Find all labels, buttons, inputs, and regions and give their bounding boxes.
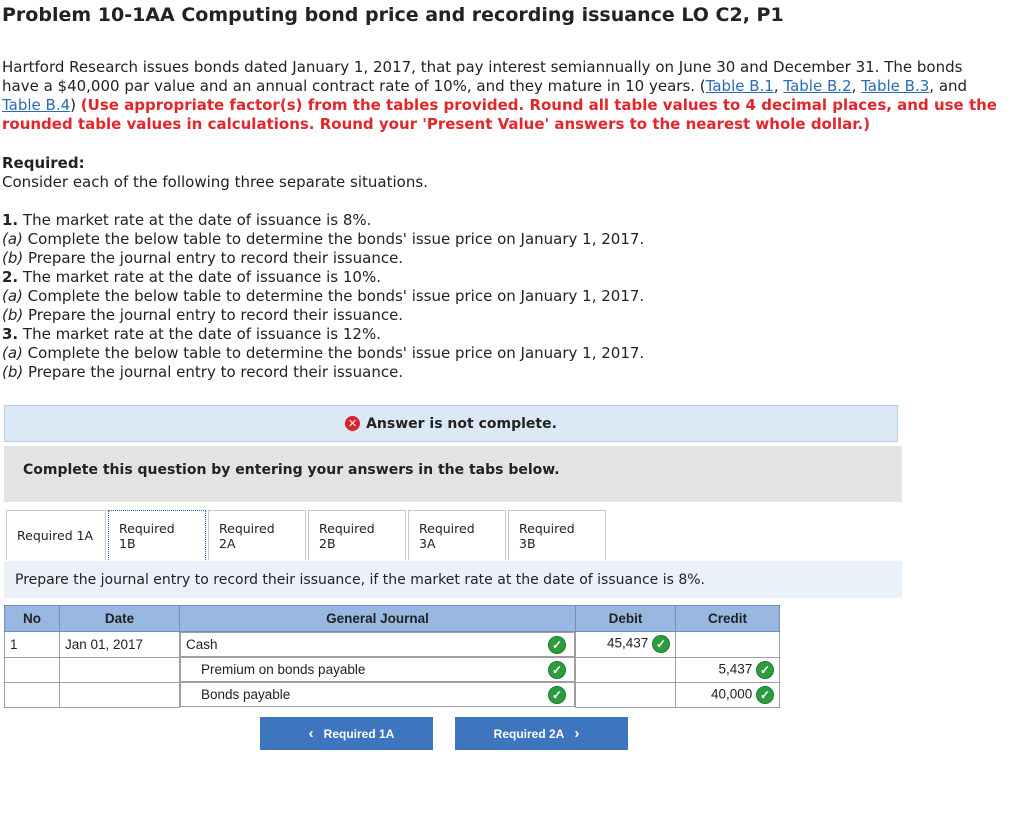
check-icon: ✓ [756, 686, 774, 704]
intro-sep: , [773, 77, 784, 95]
list-item: (a) Complete the below table to determine the bonds' issue price on January 1, 2017. [2, 287, 645, 305]
tab-required-2a[interactable]: Required 2A [208, 510, 306, 560]
next-button-label: Required 2A [493, 726, 565, 741]
table-row [5, 632, 780, 658]
account-cell[interactable] [180, 682, 575, 707]
list-item: (a) Complete the below table to determine the bonds' issue price on January 1, 2017. [2, 344, 645, 362]
table-b3-link[interactable]: Table B.3 [861, 77, 930, 95]
debit-cell[interactable] [576, 682, 676, 707]
account-cell[interactable] [180, 657, 575, 682]
list-item: (b) Prepare the journal entry to record their issuance. [2, 249, 404, 267]
header-general-journal: General Journal [180, 606, 576, 632]
list-item: 2. The market rate at the date of issuance is 10%. [2, 268, 381, 286]
answer-status-banner [4, 405, 898, 442]
table-header-row [5, 606, 780, 632]
prev-required-1a-button[interactable] [260, 717, 433, 750]
table-b2-link[interactable]: Table B.2 [783, 77, 852, 95]
date-cell[interactable]: Jan 01, 2017 [60, 632, 180, 658]
tab-required-1b[interactable]: Required 1B [108, 510, 206, 560]
header-date: Date [60, 606, 180, 632]
credit-value: 5,437 [718, 661, 753, 677]
required-heading: Required: [2, 154, 85, 172]
debit-cell[interactable] [576, 657, 676, 682]
list-item: (b) Prepare the journal entry to record their issuance. [2, 306, 404, 324]
credit-value: 40,000 [710, 686, 753, 702]
prev-button-label: Required 1A [323, 726, 395, 741]
chevron-right-icon: › [574, 725, 580, 742]
page-title: Problem 10-1AA Computing bond price and recording issuance LO C2, P1 [2, 4, 784, 26]
tab-required-2b[interactable]: Required 2B [308, 510, 406, 560]
header-credit: Credit [676, 606, 780, 632]
table-b1-link[interactable]: Table B.1 [705, 77, 774, 95]
credit-cell[interactable] [676, 657, 780, 682]
list-item: 3. The market rate at the date of issuance is 12%. [2, 325, 381, 343]
account-name: Bonds payable [201, 687, 291, 702]
check-icon: ✓ [548, 661, 566, 679]
check-icon: ✓ [548, 686, 566, 704]
row-no: 1 [5, 632, 60, 658]
tab-required-1a[interactable]: Required 1A [6, 510, 106, 560]
tab-required-3a[interactable]: Required 3A [408, 510, 506, 560]
check-icon: ✓ [548, 636, 566, 654]
date-cell[interactable] [60, 682, 180, 707]
list-item: (b) Prepare the journal entry to record their issuance. [2, 363, 404, 381]
credit-cell[interactable] [676, 632, 780, 658]
list-item: 1. The market rate at the date of issuance is 8%. [2, 211, 372, 229]
tab-instruction: Prepare the journal entry to record their issuance, if the market rate at the date of issuance is 8%. [4, 561, 902, 598]
rounding-instruction: (Use appropriate factor(s) from the tables provided. Round all table values to 4 decimal places, and use the rounded table values in calculations. Round your 'Present Value' answers to the nearest whole dollar.) [2, 96, 997, 133]
required-text: Consider each of the following three separate situations. [2, 173, 428, 191]
table-row [5, 657, 780, 682]
list-item: (a) Complete the below table to determine the bonds' issue price on January 1, 2017. [2, 230, 645, 248]
complete-prompt: Complete this question by entering your answers in the tabs below. [4, 446, 902, 502]
next-required-2a-button[interactable] [455, 717, 628, 750]
table-row [5, 682, 780, 707]
requirement-tabs [6, 510, 608, 560]
chevron-left-icon: ‹ [308, 725, 314, 742]
header-debit: Debit [576, 606, 676, 632]
answer-status-text: Answer is not complete. [366, 415, 557, 432]
table-b4-link[interactable]: Table B.4 [2, 96, 71, 114]
account-name: Cash [186, 637, 218, 652]
row-no [5, 682, 60, 707]
debit-value: 45,437 [606, 635, 649, 651]
header-no: No [5, 606, 60, 632]
credit-cell[interactable] [676, 682, 780, 707]
account-name: Premium on bonds payable [201, 662, 366, 677]
row-no [5, 657, 60, 682]
account-cell[interactable] [180, 632, 575, 657]
intro-sep: , [851, 77, 862, 95]
check-icon: ✓ [756, 661, 774, 679]
intro-sep: , and [929, 77, 968, 95]
check-icon: ✓ [652, 635, 670, 653]
debit-cell[interactable] [576, 632, 676, 658]
error-x-icon: ✕ [345, 416, 360, 431]
requirements-list [2, 211, 644, 382]
tab-required-3b[interactable]: Required 3B [508, 510, 606, 560]
intro-text: Hartford Research issues bonds dated January 1, 2017, that pay interest semiannually on June 30 and December 31. The bonds have a $40,000 par value and an annual contract rate of 10%, and they mature in 10 years. ( [2, 58, 963, 95]
date-cell[interactable] [60, 657, 180, 682]
journal-table [4, 605, 780, 708]
problem-intro [2, 58, 1002, 134]
intro-sep: ) [70, 96, 81, 114]
